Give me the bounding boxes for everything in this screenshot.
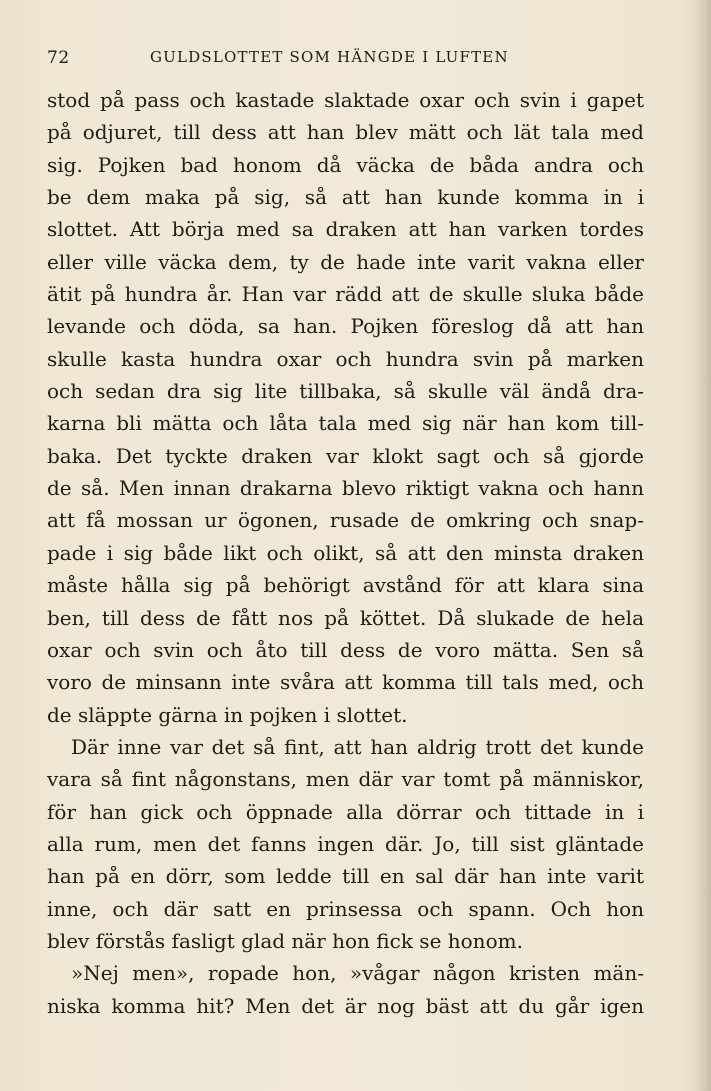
text-line: blev förstås fasligt glad när hon fick se honom. [47,928,523,953]
text-line: måste hålla sig på behörigt avstånd för att klara sina [47,573,644,598]
text-line: oxar och svin och åto till dess de voro mätta. Sen så [47,637,644,662]
text-line: slottet. Att börja med sa draken att han varken tordes [47,217,644,242]
body-text [47,84,644,1022]
text-line: voro de minsann inte svåra att komma till tals med, och [47,670,644,695]
text-line: ben, till dess de fått nos på köttet. Då slukade de hela [47,605,644,630]
page-edge-shadow [697,0,711,1091]
text-line: de släppte gärna in pojken i slottet. [47,702,408,727]
text-line: eller ville väcka dem, ty de hade inte varit vakna eller [47,249,644,274]
text-line: och sedan dra sig lite tillbaka, så skulle väl ändå dra- [47,379,644,404]
text-line: niska komma hit? Men det är nog bäst att du går igen [47,993,644,1018]
text-line: ätit på hundra år. Han var rädd att de skulle sluka både [47,282,644,307]
running-head: GULDSLOTTET SOM HÄNGDE I LUFTEN [150,48,509,66]
text-line: Där inne var det så fint, att han aldrig trott det kunde [71,734,644,759]
text-line: sig. Pojken bad honom då väcka de båda andra och [47,152,644,177]
text-line: be dem maka på sig, så att han kunde komma in i [47,185,644,210]
text-line: baka. Det tyckte draken var klokt sagt och så gjorde [47,443,644,468]
text-line: inne, och där satt en prinsessa och spann. Och hon [47,896,644,921]
text-line: alla rum, men det fanns ingen där. Jo, till sist gläntade [47,831,644,856]
text-line: »Nej men», ropade hon, »vågar någon kristen män- [71,961,644,986]
text-line: han på en dörr, som ledde till en sal där han inte varit [47,864,644,889]
text-line: för han gick och öppnade alla dörrar och tittade in i [47,799,644,824]
text-line: stod på pass och kastade slaktade oxar och svin i gapet [47,88,644,112]
page-number: 72 [47,48,70,68]
text-line: skulle kasta hundra oxar och hundra svin på marken [47,346,644,371]
text-line: på odjuret, till dess att han blev mätt och lät tala med [47,120,644,145]
text-line: karna bli mätta och låta tala med sig när han kom till- [47,411,644,436]
text-line: vara så fint någonstans, men där var tomt på människor, [47,767,644,792]
text-line: levande och döda, sa han. Pojken föreslog då att han [47,314,644,339]
text-line: pade i sig både likt och olikt, så att den minsta draken [47,540,644,565]
text-line: att få mossan ur ögonen, rusade de omkring och snap- [47,508,644,533]
page-header [47,48,647,72]
text-line: de så. Men innan drakarna blevo riktigt vakna och hann [47,476,644,501]
